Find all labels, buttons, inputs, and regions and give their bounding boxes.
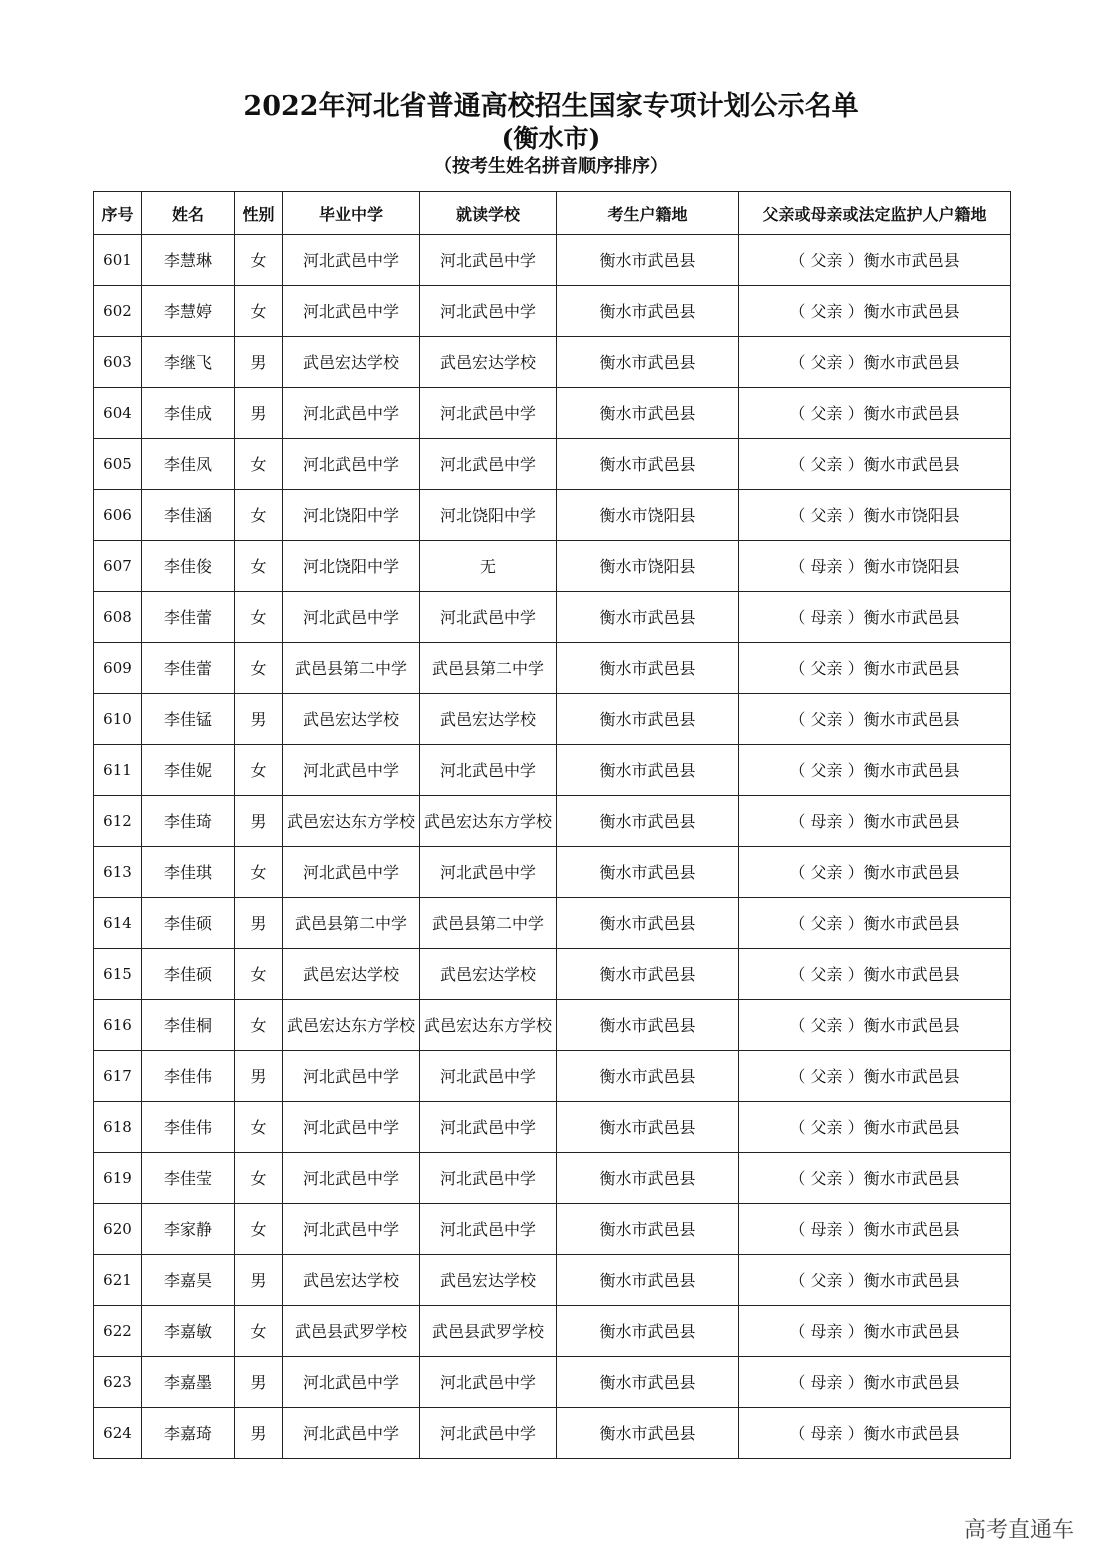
graduation-school-cell: 河北武邑中学 (283, 1102, 420, 1153)
table-row (94, 1408, 1011, 1459)
current-school-cell: 武邑宏达东方学校 (420, 1000, 557, 1051)
gender-cell: 女 (235, 1306, 283, 1357)
student-hukou-cell: 衡水市武邑县 (557, 1000, 739, 1051)
guardian-hukou-cell: （ 父亲 ）衡水市武邑县 (739, 745, 1011, 796)
current-school-cell: 河北武邑中学 (420, 235, 557, 286)
student-name-cell: 李佳莹 (142, 1153, 235, 1204)
student-hukou-cell: 衡水市武邑县 (557, 1408, 739, 1459)
header-cell: 姓名 (142, 192, 235, 235)
graduation-school-cell: 河北武邑中学 (283, 1357, 420, 1408)
student-hukou-cell: 衡水市武邑县 (557, 1102, 739, 1153)
row-number-cell: 624 (94, 1408, 142, 1459)
student-hukou-cell: 衡水市饶阳县 (557, 490, 739, 541)
current-school-cell: 武邑县第二中学 (420, 898, 557, 949)
gender-cell: 男 (235, 1051, 283, 1102)
student-name-cell: 李嘉琦 (142, 1408, 235, 1459)
graduation-school-cell: 武邑县第二中学 (283, 898, 420, 949)
guardian-hukou-cell: （ 父亲 ）衡水市武邑县 (739, 1051, 1011, 1102)
table-header-row (94, 192, 1011, 235)
row-number-cell: 606 (94, 490, 142, 541)
student-hukou-cell: 衡水市武邑县 (557, 286, 739, 337)
document-title: 2022年河北省普通高校招生国家专项计划公示名单 (243, 91, 859, 122)
row-number-cell: 622 (94, 1306, 142, 1357)
row-number-cell: 618 (94, 1102, 142, 1153)
row-number-cell: 615 (94, 949, 142, 1000)
table-row (94, 541, 1011, 592)
row-number-cell: 605 (94, 439, 142, 490)
table-row (94, 1255, 1011, 1306)
current-school-cell: 河北武邑中学 (420, 388, 557, 439)
graduation-school-cell: 武邑宏达学校 (283, 949, 420, 1000)
guardian-hukou-cell: （ 父亲 ）衡水市武邑县 (739, 949, 1011, 1000)
table-row (94, 1204, 1011, 1255)
table-row (94, 796, 1011, 847)
guardian-hukou-cell: （ 父亲 ）衡水市武邑县 (739, 643, 1011, 694)
row-number-cell: 620 (94, 1204, 142, 1255)
table-body (94, 235, 1011, 1459)
gender-cell: 女 (235, 1000, 283, 1051)
graduation-school-cell: 河北武邑中学 (283, 592, 420, 643)
guardian-hukou-cell: （ 父亲 ）衡水市武邑县 (739, 1153, 1011, 1204)
student-name-cell: 李佳成 (142, 388, 235, 439)
guardian-hukou-cell: （ 母亲 ）衡水市武邑县 (739, 592, 1011, 643)
graduation-school-cell: 河北武邑中学 (283, 1153, 420, 1204)
current-school-cell: 武邑宏达学校 (420, 694, 557, 745)
student-name-cell: 李继飞 (142, 337, 235, 388)
student-name-cell: 李嘉墨 (142, 1357, 235, 1408)
graduation-school-cell: 武邑宏达东方学校 (283, 796, 420, 847)
current-school-cell: 河北武邑中学 (420, 1357, 557, 1408)
student-name-cell: 李佳蕾 (142, 643, 235, 694)
current-school-cell: 河北武邑中学 (420, 1204, 557, 1255)
candidate-table (93, 191, 1011, 1459)
student-name-cell: 李慧琳 (142, 235, 235, 286)
current-school-cell: 河北武邑中学 (420, 1153, 557, 1204)
current-school-cell: 河北武邑中学 (420, 745, 557, 796)
table-row (94, 1357, 1011, 1408)
current-school-cell: 河北饶阳中学 (420, 490, 557, 541)
gender-cell: 男 (235, 694, 283, 745)
gender-cell: 女 (235, 235, 283, 286)
header-cell: 就读学校 (420, 192, 557, 235)
guardian-hukou-cell: （ 父亲 ）衡水市武邑县 (739, 439, 1011, 490)
table-row (94, 898, 1011, 949)
student-name-cell: 李慧婷 (142, 286, 235, 337)
row-number-cell: 604 (94, 388, 142, 439)
gender-cell: 女 (235, 847, 283, 898)
student-name-cell: 李佳妮 (142, 745, 235, 796)
table-row (94, 1000, 1011, 1051)
student-hukou-cell: 衡水市饶阳县 (557, 541, 739, 592)
student-hukou-cell: 衡水市武邑县 (557, 388, 739, 439)
graduation-school-cell: 武邑宏达学校 (283, 694, 420, 745)
row-number-cell: 602 (94, 286, 142, 337)
table-row (94, 388, 1011, 439)
graduation-school-cell: 河北饶阳中学 (283, 541, 420, 592)
table-row (94, 1306, 1011, 1357)
row-number-cell: 617 (94, 1051, 142, 1102)
row-number-cell: 610 (94, 694, 142, 745)
current-school-cell: 武邑县第二中学 (420, 643, 557, 694)
row-number-cell: 613 (94, 847, 142, 898)
row-number-cell: 607 (94, 541, 142, 592)
guardian-hukou-cell: （ 母亲 ）衡水市武邑县 (739, 1306, 1011, 1357)
student-name-cell: 李佳琪 (142, 847, 235, 898)
guardian-hukou-cell: （ 母亲 ）衡水市武邑县 (739, 796, 1011, 847)
gender-cell: 女 (235, 949, 283, 1000)
row-number-cell: 601 (94, 235, 142, 286)
table-row (94, 745, 1011, 796)
graduation-school-cell: 武邑宏达学校 (283, 337, 420, 388)
current-school-cell: 河北武邑中学 (420, 439, 557, 490)
graduation-school-cell: 武邑宏达东方学校 (283, 1000, 420, 1051)
watermark-text: 高考直通车 (963, 1518, 1074, 1543)
student-name-cell: 李嘉昊 (142, 1255, 235, 1306)
student-hukou-cell: 衡水市武邑县 (557, 1357, 739, 1408)
gender-cell: 女 (235, 643, 283, 694)
header-cell: 序号 (94, 192, 142, 235)
student-hukou-cell: 衡水市武邑县 (557, 745, 739, 796)
current-school-cell: 武邑县武罗学校 (420, 1306, 557, 1357)
guardian-hukou-cell: （ 母亲 ）衡水市武邑县 (739, 1357, 1011, 1408)
guardian-hukou-cell: （ 父亲 ）衡水市武邑县 (739, 694, 1011, 745)
gender-cell: 女 (235, 541, 283, 592)
student-hukou-cell: 衡水市武邑县 (557, 235, 739, 286)
table-row (94, 643, 1011, 694)
gender-cell: 女 (235, 1102, 283, 1153)
document-subtitle: (衡水市) (501, 124, 601, 153)
guardian-hukou-cell: （ 父亲 ）衡水市武邑县 (739, 388, 1011, 439)
row-number-cell: 608 (94, 592, 142, 643)
row-number-cell: 623 (94, 1357, 142, 1408)
student-hukou-cell: 衡水市武邑县 (557, 1255, 739, 1306)
current-school-cell: 河北武邑中学 (420, 286, 557, 337)
student-hukou-cell: 衡水市武邑县 (557, 337, 739, 388)
gender-cell: 男 (235, 1408, 283, 1459)
current-school-cell: 武邑宏达学校 (420, 949, 557, 1000)
student-name-cell: 李佳锰 (142, 694, 235, 745)
gender-cell: 男 (235, 388, 283, 439)
student-name-cell: 李佳伟 (142, 1102, 235, 1153)
graduation-school-cell: 河北武邑中学 (283, 745, 420, 796)
graduation-school-cell: 河北武邑中学 (283, 388, 420, 439)
table-row (94, 847, 1011, 898)
graduation-school-cell: 河北武邑中学 (283, 439, 420, 490)
guardian-hukou-cell: （ 父亲 ）衡水市饶阳县 (739, 490, 1011, 541)
graduation-school-cell: 武邑县武罗学校 (283, 1306, 420, 1357)
table-row (94, 1153, 1011, 1204)
current-school-cell: 河北武邑中学 (420, 847, 557, 898)
table-row (94, 592, 1011, 643)
current-school-cell: 河北武邑中学 (420, 592, 557, 643)
gender-cell: 男 (235, 337, 283, 388)
guardian-hukou-cell: （ 父亲 ）衡水市武邑县 (739, 1255, 1011, 1306)
student-name-cell: 李佳桐 (142, 1000, 235, 1051)
student-hukou-cell: 衡水市武邑县 (557, 643, 739, 694)
graduation-school-cell: 河北武邑中学 (283, 235, 420, 286)
sort-note: （按考生姓名拼音顺序排序） (434, 156, 668, 177)
graduation-school-cell: 河北武邑中学 (283, 1408, 420, 1459)
student-hukou-cell: 衡水市武邑县 (557, 694, 739, 745)
table-row (94, 337, 1011, 388)
guardian-hukou-cell: （ 母亲 ）衡水市武邑县 (739, 1204, 1011, 1255)
table-row (94, 235, 1011, 286)
row-number-cell: 616 (94, 1000, 142, 1051)
graduation-school-cell: 河北武邑中学 (283, 1204, 420, 1255)
current-school-cell: 武邑宏达东方学校 (420, 796, 557, 847)
guardian-hukou-cell: （ 母亲 ）衡水市饶阳县 (739, 541, 1011, 592)
current-school-cell: 武邑宏达学校 (420, 337, 557, 388)
table-row (94, 286, 1011, 337)
guardian-hukou-cell: （ 父亲 ）衡水市武邑县 (739, 286, 1011, 337)
student-hukou-cell: 衡水市武邑县 (557, 1306, 739, 1357)
graduation-school-cell: 河北武邑中学 (283, 286, 420, 337)
student-name-cell: 李佳涵 (142, 490, 235, 541)
current-school-cell: 武邑宏达学校 (420, 1255, 557, 1306)
header-cell: 性别 (235, 192, 283, 235)
current-school-cell: 无 (420, 541, 557, 592)
gender-cell: 男 (235, 796, 283, 847)
gender-cell: 女 (235, 490, 283, 541)
current-school-cell: 河北武邑中学 (420, 1102, 557, 1153)
table-row (94, 949, 1011, 1000)
guardian-hukou-cell: （ 父亲 ）衡水市武邑县 (739, 847, 1011, 898)
student-hukou-cell: 衡水市武邑县 (557, 898, 739, 949)
table-row (94, 490, 1011, 541)
guardian-hukou-cell: （ 父亲 ）衡水市武邑县 (739, 1102, 1011, 1153)
current-school-cell: 河北武邑中学 (420, 1051, 557, 1102)
student-hukou-cell: 衡水市武邑县 (557, 592, 739, 643)
student-name-cell: 李佳伟 (142, 1051, 235, 1102)
gender-cell: 女 (235, 286, 283, 337)
student-hukou-cell: 衡水市武邑县 (557, 847, 739, 898)
graduation-school-cell: 河北武邑中学 (283, 1051, 420, 1102)
gender-cell: 男 (235, 898, 283, 949)
table-row (94, 1102, 1011, 1153)
student-name-cell: 李嘉敏 (142, 1306, 235, 1357)
student-hukou-cell: 衡水市武邑县 (557, 796, 739, 847)
student-name-cell: 李佳蕾 (142, 592, 235, 643)
graduation-school-cell: 武邑县第二中学 (283, 643, 420, 694)
gender-cell: 女 (235, 745, 283, 796)
gender-cell: 男 (235, 1357, 283, 1408)
graduation-school-cell: 河北饶阳中学 (283, 490, 420, 541)
gender-cell: 女 (235, 592, 283, 643)
row-number-cell: 603 (94, 337, 142, 388)
header-cell: 考生户籍地 (557, 192, 739, 235)
student-name-cell: 李佳俊 (142, 541, 235, 592)
student-name-cell: 李佳琦 (142, 796, 235, 847)
current-school-cell: 河北武邑中学 (420, 1408, 557, 1459)
gender-cell: 女 (235, 439, 283, 490)
guardian-hukou-cell: （ 父亲 ）衡水市武邑县 (739, 337, 1011, 388)
student-hukou-cell: 衡水市武邑县 (557, 1204, 739, 1255)
student-hukou-cell: 衡水市武邑县 (557, 1153, 739, 1204)
table-row (94, 1051, 1011, 1102)
row-number-cell: 611 (94, 745, 142, 796)
graduation-school-cell: 河北武邑中学 (283, 847, 420, 898)
student-hukou-cell: 衡水市武邑县 (557, 949, 739, 1000)
gender-cell: 女 (235, 1204, 283, 1255)
graduation-school-cell: 武邑宏达学校 (283, 1255, 420, 1306)
student-name-cell: 李佳凤 (142, 439, 235, 490)
row-number-cell: 621 (94, 1255, 142, 1306)
row-number-cell: 619 (94, 1153, 142, 1204)
student-hukou-cell: 衡水市武邑县 (557, 439, 739, 490)
header-cell: 父亲或母亲或法定监护人户籍地 (739, 192, 1011, 235)
table-row (94, 694, 1011, 745)
guardian-hukou-cell: （ 父亲 ）衡水市武邑县 (739, 235, 1011, 286)
student-hukou-cell: 衡水市武邑县 (557, 1051, 739, 1102)
table-row (94, 439, 1011, 490)
guardian-hukou-cell: （ 父亲 ）衡水市武邑县 (739, 1000, 1011, 1051)
gender-cell: 女 (235, 1153, 283, 1204)
gender-cell: 男 (235, 1255, 283, 1306)
header-cell: 毕业中学 (283, 192, 420, 235)
student-name-cell: 李佳硕 (142, 949, 235, 1000)
row-number-cell: 612 (94, 796, 142, 847)
student-name-cell: 李家静 (142, 1204, 235, 1255)
row-number-cell: 609 (94, 643, 142, 694)
student-name-cell: 李佳硕 (142, 898, 235, 949)
guardian-hukou-cell: （ 父亲 ）衡水市武邑县 (739, 898, 1011, 949)
row-number-cell: 614 (94, 898, 142, 949)
guardian-hukou-cell: （ 母亲 ）衡水市武邑县 (739, 1408, 1011, 1459)
